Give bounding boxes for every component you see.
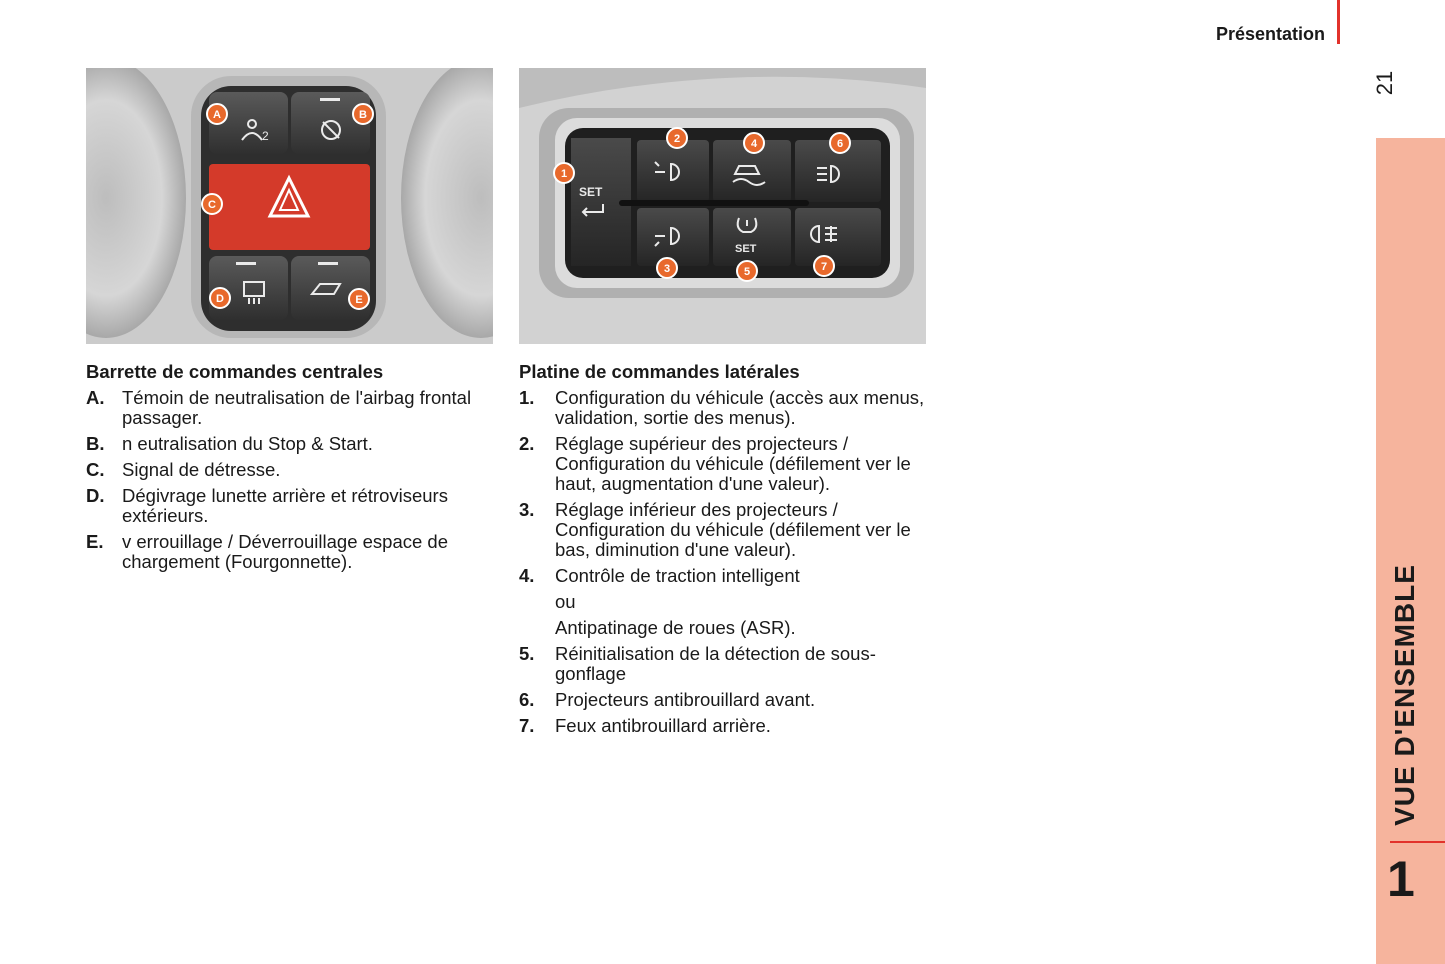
side-controls-title: Platine de commandes latérales <box>519 361 800 382</box>
tyre-set-label: SET <box>735 243 757 255</box>
side-controls-photo <box>519 68 926 344</box>
callout-4 <box>744 133 764 153</box>
callout-6 <box>830 133 850 153</box>
svg-text:A: A <box>213 109 221 121</box>
callout-7 <box>814 256 834 276</box>
svg-text:7: 7 <box>820 261 828 273</box>
list-item: 5. Réinitialisation de la détection de sous-gonflage <box>519 643 876 684</box>
svg-text:D: D <box>216 293 224 305</box>
svg-text:2: 2 <box>673 133 681 145</box>
side-controls-illustration <box>519 68 926 344</box>
side-controls-section <box>519 362 929 742</box>
list-item: A. Témoin de neutralisation de l'airbag frontal passager. <box>86 387 472 428</box>
chapter-tab-rule <box>1390 841 1445 843</box>
svg-text:5: 5 <box>743 266 751 278</box>
list-item: E. v errouillage / Déverrouillage espace de chargement (Fourgonnette). <box>86 531 448 572</box>
svg-text:B: B <box>359 109 367 121</box>
svg-text:4: 4 <box>750 138 758 150</box>
headlamp-down-button <box>637 208 709 266</box>
callout-E <box>349 289 369 309</box>
tyre-pressure-button <box>713 208 791 266</box>
svg-text:6: 6 <box>836 138 844 150</box>
svg-text:C: C <box>208 199 216 211</box>
callout-3 <box>657 258 677 278</box>
list-item: 4. Contrôle de traction intelligent <box>519 565 800 586</box>
page-number: 21 <box>1372 70 1397 96</box>
central-controls-illustration <box>86 68 493 344</box>
list-item-alternative: Antipatinage de roues (ASR). <box>555 617 796 638</box>
cargo-lock-button <box>291 256 370 320</box>
central-controls-title: Barrette de commandes centrales <box>86 361 384 382</box>
list-item: 2. Réglage supérieur des projecteurs / Configuration du véhicule (défilement ver le haut, augmentation d'une valeur). <box>519 433 911 494</box>
svg-text:2: 2 <box>262 129 269 143</box>
callout-D <box>210 288 230 308</box>
list-item: D. Dégivrage lunette arrière et rétroviseurs extérieurs. <box>86 485 448 526</box>
set-label: SET <box>579 185 603 199</box>
page-section-title: Présentation <box>1215 24 1325 44</box>
callout-1 <box>554 163 574 183</box>
list-item-or: ou <box>555 591 576 612</box>
list-item: B. n eutralisation du Stop & Start. <box>86 433 373 454</box>
callout-C <box>202 194 222 214</box>
list-item: 6. Projecteurs antibrouillard avant. <box>519 689 816 710</box>
svg-text:1: 1 <box>560 168 568 180</box>
central-controls-photo <box>86 68 493 344</box>
svg-text:E: E <box>355 294 363 306</box>
callout-2 <box>667 128 687 148</box>
callout-A <box>207 104 227 124</box>
list-item: C. Signal de détresse. <box>86 459 281 480</box>
list-item: 7. Feux antibrouillard arrière. <box>519 715 771 736</box>
callout-B <box>353 104 373 124</box>
svg-text:3: 3 <box>663 263 671 275</box>
headlamp-up-button <box>637 140 709 202</box>
callout-5 <box>737 261 757 281</box>
list-item: 1. Configuration du véhicule (accès aux menus, validation, sortie des menus). <box>519 387 925 428</box>
central-controls-section <box>86 362 496 578</box>
rear-fog-button <box>795 208 881 266</box>
chapter-number: 1 <box>1387 851 1415 907</box>
chapter-tab-label: VUE D'ENSEMBLE <box>1389 564 1420 826</box>
header-accent-bar <box>1337 0 1340 44</box>
list-item: 3. Réglage inférieur des projecteurs / Configuration du véhicule (défilement ver le bas, diminution d'une valeur). <box>519 499 911 560</box>
